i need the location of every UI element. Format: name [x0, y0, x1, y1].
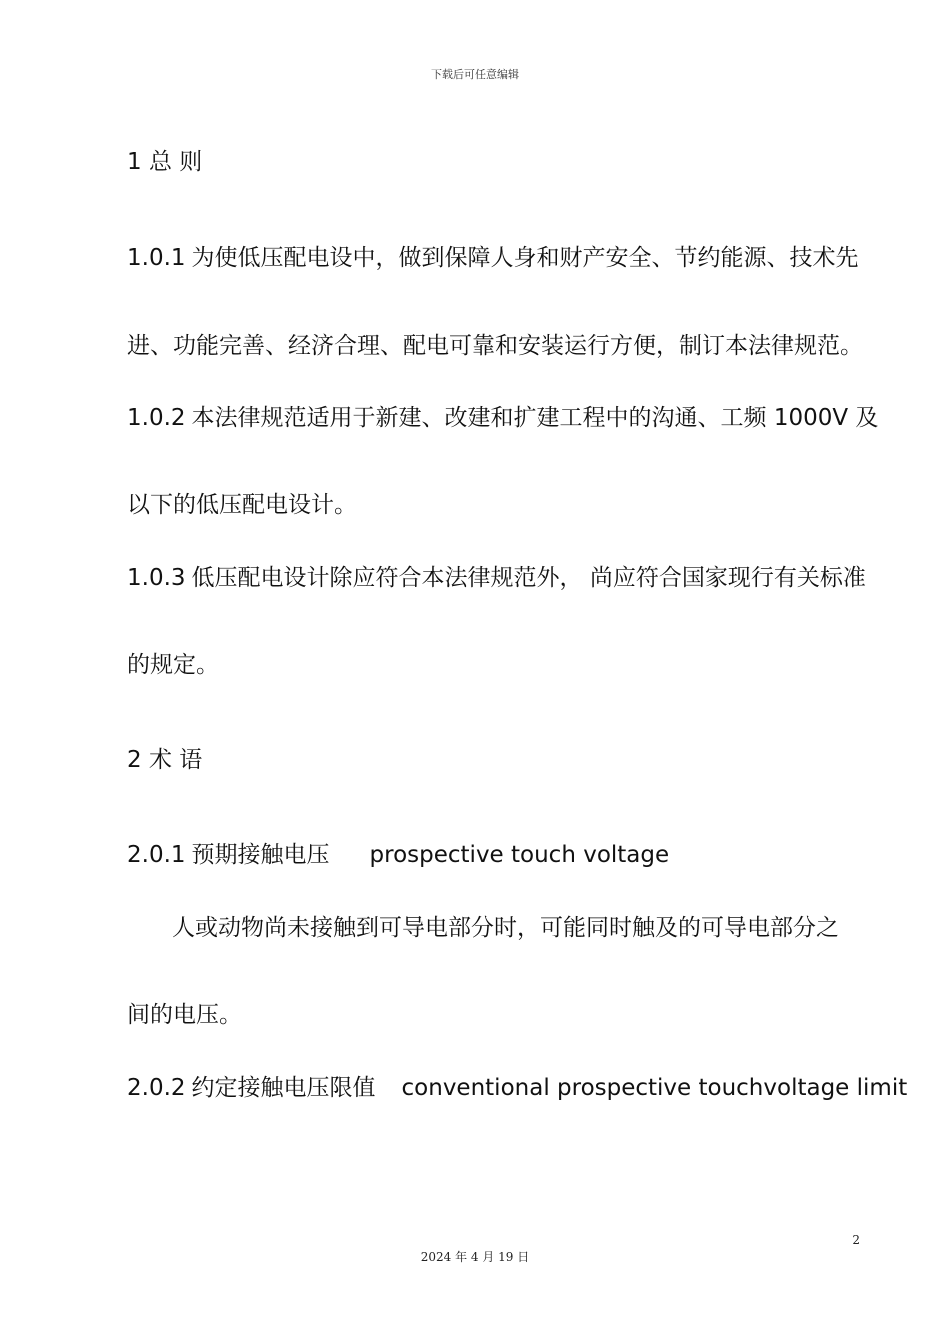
term-number: 2.0.2 — [127, 1075, 186, 1101]
clause-1-0-2 — [127, 403, 878, 433]
clause-1-0-1 — [127, 243, 859, 273]
term-english: conventional prospective touchvoltage limit — [401, 1075, 908, 1101]
term-number: 2.0.1 — [127, 842, 186, 868]
term-chinese: 预期接触电压 — [191, 842, 330, 868]
clause-number: 1.0.1 — [127, 245, 186, 271]
clause-text: 本法律规范适用于新建、改建和扩建工程中的沟通、工频 1000V 及 — [191, 405, 879, 431]
page-header: 下载后可任意编辑 — [431, 68, 519, 81]
clause-1-0-1-continued: 进、功能完善、经济合理、配电可靠和安装运行方便，制订本法律规范。 — [127, 333, 863, 359]
term-chinese: 约定接触电压限值 — [191, 1075, 376, 1101]
section-1-title: 1 总 则 — [127, 149, 203, 175]
clause-text: 为使低压配电设中，做到保障人身和财产安全、节约能源、技术先 — [191, 245, 859, 271]
term-2-0-1-definition-continued: 间的电压。 — [127, 1002, 242, 1028]
clause-number: 1.0.3 — [127, 565, 186, 591]
clause-number: 1.0.2 — [127, 405, 186, 431]
clause-text: 低压配电设计除应符合本法律规范外， 尚应符合国家现行有关标准 — [191, 565, 866, 591]
footer-date: 2024 年 4 月 19 日 — [420, 1250, 530, 1264]
term-2-0-2 — [127, 1073, 907, 1103]
section-2-title: 2 术 语 — [127, 747, 203, 773]
term-2-0-1-definition: 人或动物尚未接触到可导电部分时，可能同时触及的可导电部分之 — [172, 915, 839, 941]
term-2-0-1 — [127, 840, 669, 870]
term-english: prospective touch voltage — [369, 842, 670, 868]
page-number: 2 — [852, 1233, 860, 1247]
clause-1-0-3-continued: 的规定。 — [127, 652, 219, 678]
clause-1-0-3 — [127, 563, 866, 593]
clause-1-0-2-continued: 以下的低压配电设计。 — [127, 492, 357, 518]
